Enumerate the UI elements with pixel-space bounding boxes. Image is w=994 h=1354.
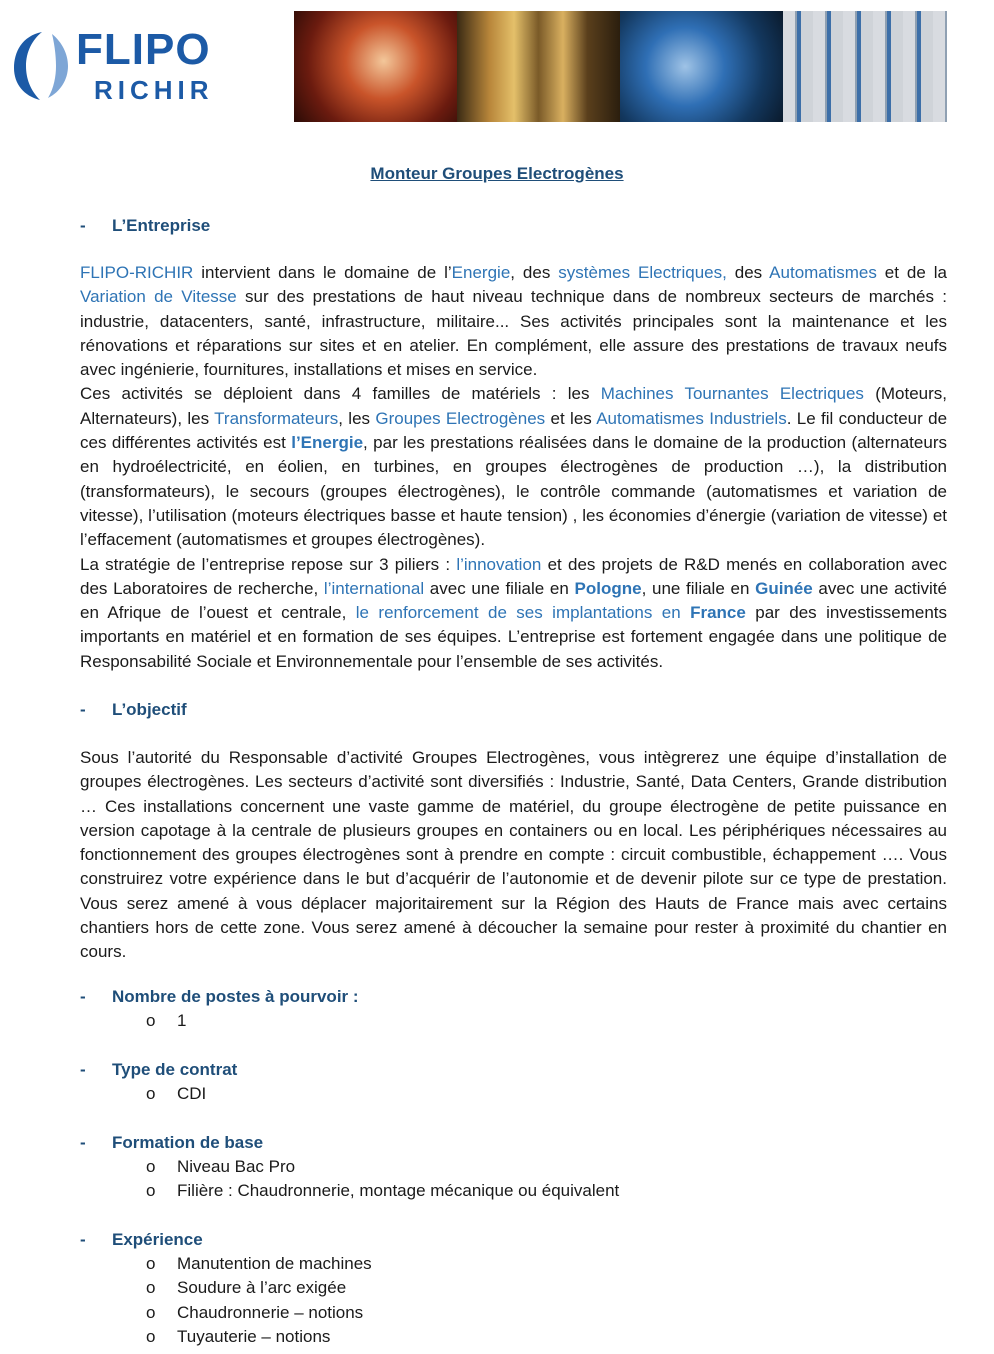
heading-dash: -: [80, 987, 86, 1006]
list-item-text: Manutention de machines: [177, 1254, 372, 1273]
heading-label: Nombre de postes à pourvoir :: [112, 987, 359, 1006]
list-item: [146, 1009, 186, 1033]
highlighted-text: Variation de Vitesse: [80, 287, 237, 307]
section-heading-entreprise: [80, 214, 210, 238]
list-item: [146, 1252, 372, 1276]
entreprise-body: [80, 261, 947, 674]
highlighted-text: l’Energie: [291, 433, 364, 453]
section-heading-objectif: [80, 698, 187, 722]
text-run: avec une filiale en: [424, 578, 575, 598]
heading-dash: -: [80, 1133, 86, 1152]
list-item-text: Filière : Chaudronnerie, montage mécanique ou équivalent: [177, 1181, 620, 1201]
text-run: , une filiale en: [641, 578, 756, 598]
list-item-text: Soudure à l’arc exigée: [177, 1278, 347, 1298]
header-banner-image: [294, 11, 947, 122]
highlighted-text: l’international: [323, 578, 425, 598]
list-item: [146, 1276, 372, 1300]
banner-photo-electrical-cabinet: [783, 11, 947, 122]
highlighted-text: Automatismes: [769, 263, 877, 282]
highlighted-text: Guinée: [755, 578, 813, 598]
heading-label: L’Entreprise: [112, 216, 211, 235]
heading-label: Formation de base: [112, 1133, 264, 1152]
bullet-circle-icon: o: [146, 1084, 156, 1103]
text-run: avec une activité en Afrique de l’ouest et centrale,: [80, 578, 947, 623]
text-run: sur des prestations de haut niveau technique dans de nombreux secteurs de marchés : industrie, datacenters, santé, infrastructure, militaire... Ses activités principales sont la maintenance et les rénovations et réparations sur sites et en atelier. En complément, elle assure des prestations de travaux neufs avec ingénierie, fournitures, installations et mises en service.: [80, 287, 947, 380]
bullet-circle-icon: o: [146, 1254, 156, 1273]
list-item: [146, 1082, 206, 1106]
list-item-text: Chaudronnerie – notions: [177, 1302, 364, 1322]
list-item-text: Tuyauterie – notions: [177, 1326, 331, 1346]
highlighted-text: France: [690, 603, 746, 623]
bullet-circle-icon: o: [146, 1181, 156, 1201]
list-item: [146, 1301, 372, 1325]
text-run: et les: [545, 408, 597, 428]
heading-label: Type de contrat: [112, 1060, 238, 1079]
heading-dash: -: [80, 1230, 86, 1249]
bullet-circle-icon: o: [146, 1278, 156, 1298]
section-heading-experience: [80, 1228, 203, 1252]
text-run: , par les prestations réalisées dans le domaine de la production (alternateurs en hydroélectricité, en éolien, en turbines, en groupes électrogènes de production …), la distribution (transformateurs), le secours (groupes électrogènes), le contrôle commande (automatismes et variation de vitesse), l’utilisation (moteurs électriques basse et haute tension) , les économies d’énergie (variation de vitesse) et l’effacement (automatismes et groupes électrogènes).: [80, 433, 947, 550]
text-run: intervient dans le domaine de l’: [193, 263, 452, 282]
highlighted-text: Transformateurs: [214, 408, 339, 428]
bullet-circle-icon: o: [146, 1326, 156, 1346]
logo-text-flipo: FLIPO: [76, 25, 211, 74]
bullet-circle-icon: o: [146, 1157, 156, 1176]
heading-dash: -: [80, 700, 86, 719]
list-item: [146, 1325, 372, 1349]
highlighted-text: systèmes Electriques,: [558, 263, 727, 282]
formation-list: [146, 1155, 619, 1204]
heading-label: Expérience: [112, 1230, 203, 1249]
text-run: et des projets de R&D menés en collaboration avec des Laboratoires de recherche,: [80, 554, 947, 598]
text-run: , les: [338, 408, 376, 428]
highlighted-text: Groupes Electrogènes: [375, 408, 546, 428]
list-item-text: Niveau Bac Pro: [177, 1157, 296, 1176]
text-run: La stratégie de l’entreprise repose sur 3 piliers :: [80, 554, 457, 574]
postes-list: [146, 1009, 186, 1033]
entreprise-paragraph-3: [80, 553, 947, 674]
list-item: [146, 1179, 619, 1203]
section-heading-postes: [80, 985, 359, 1009]
banner-photo-transformer: [457, 11, 620, 122]
text-run: des: [726, 263, 770, 282]
logo-emblem-icon: [12, 28, 72, 102]
list-item-text: 1: [177, 1011, 187, 1030]
text-run: et de la: [876, 263, 947, 282]
page-title: Monteur Groupes Electrogènes: [370, 164, 624, 183]
highlighted-text: FLIPO-RICHIR: [80, 263, 194, 282]
experience-list: [146, 1252, 372, 1349]
text-run: Ces activités se déploient dans 4 familles de matériels : les: [80, 384, 601, 404]
heading-dash: -: [80, 216, 86, 235]
text-run: (Moteurs, Alternateurs), les: [80, 384, 947, 428]
company-logo: [12, 25, 262, 105]
banner-photo-stator: [294, 11, 457, 122]
section-heading-formation: [80, 1131, 263, 1155]
list-item-text: CDI: [177, 1084, 207, 1103]
highlighted-text: Pologne: [574, 578, 642, 598]
entreprise-paragraph-1: [80, 261, 947, 382]
text-run: , des: [510, 263, 559, 282]
list-item: [146, 1155, 619, 1179]
entreprise-paragraph-2: [80, 382, 947, 552]
section-heading-contrat: [80, 1058, 237, 1082]
highlighted-text: Machines Tournantes Electriques: [600, 384, 864, 404]
heading-label: L’objectif: [112, 700, 187, 719]
highlighted-text: Energie: [451, 263, 511, 282]
heading-dash: -: [80, 1060, 86, 1079]
bullet-circle-icon: o: [146, 1302, 156, 1322]
text-run: par des investissements importants en matériel et en formation de ses équipes. L’entreprise est fortement engagée dans une politique de Responsabilité Sociale et Environnementale pour l’ensemble de ses activités.: [80, 603, 948, 671]
objectif-paragraph: Sous l’autorité du Responsable d’activité Groupes Electrogènes, vous intègrerez une équipe d’installation de groupes électrogènes. Les secteurs d’activité sont diversifiés : Industrie, Santé, Data Centers, Grande distribution … Ces installations concernent une vaste gamme de matériel, du groupe électrogène de petite puissance en version capotage à la centrale de plusieurs groupes en containers ou en local. Les périphériques nécessaires au fonctionnement des groupes électrogènes sont à prendre en compte : circuit combustible, échappement …. Vous construirez votre expérience dans le but d’acquérir de l’autonomie et de devenir pilote sur ce type de prestation. Vous serez amené à vous déplacer majoritairement sur la Région des Hauts de France mais avec certains chantiers hors de cette zone. Vous serez amené à découcher la semaine pour rester à proximité du chantier en cours.: [80, 748, 947, 962]
objectif-body: [80, 746, 947, 965]
highlighted-text: le renforcement de ses implantations en: [355, 603, 691, 623]
text-run: . Le fil conducteur de ces différentes activités est: [80, 408, 948, 453]
bullet-circle-icon: o: [146, 1011, 156, 1030]
banner-photo-engine: [620, 11, 783, 122]
highlighted-text: Automatismes Industriels: [596, 408, 787, 428]
logo-text-richir: RICHIR: [94, 75, 214, 105]
highlighted-text: l’innovation: [456, 554, 542, 574]
contrat-list: [146, 1082, 206, 1106]
